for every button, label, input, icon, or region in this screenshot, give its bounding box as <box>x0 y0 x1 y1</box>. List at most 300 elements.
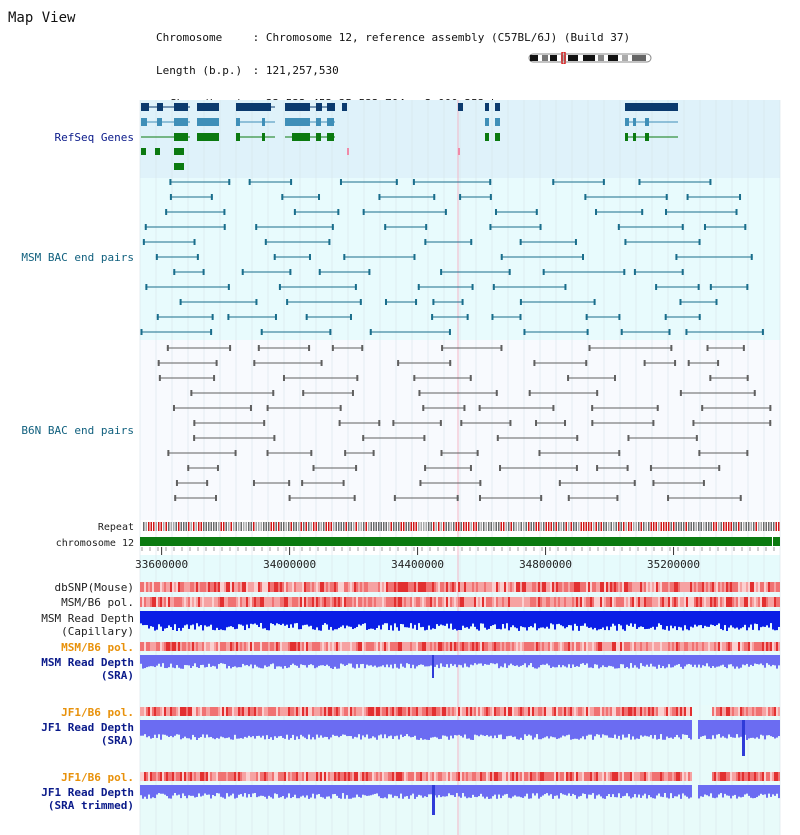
polymorphism-cell <box>520 707 522 716</box>
read-depth-bar <box>224 655 226 664</box>
read-depth-bar <box>354 611 356 628</box>
polymorphism-cell <box>524 582 526 592</box>
msm-read-depth-sra-label[interactable]: MSM Read Depth <box>41 656 134 669</box>
polymorphism-cell <box>554 707 556 716</box>
polymorphism-cell <box>590 642 592 651</box>
read-depth-bar <box>198 611 200 626</box>
polymorphism-cell <box>654 772 656 781</box>
bac-end <box>769 405 771 411</box>
polymorphism-cell <box>244 707 246 716</box>
polymorphism-cell <box>778 772 780 781</box>
polymorphism-cell <box>308 597 310 607</box>
bac-end <box>249 179 251 185</box>
read-depth-bar <box>498 785 500 795</box>
read-depth-bar <box>342 720 344 735</box>
polymorphism-cell <box>530 642 532 651</box>
read-depth-bar <box>658 785 660 794</box>
read-depth-bar <box>704 720 706 736</box>
read-depth-bar <box>508 655 510 665</box>
polymorphism-cell <box>290 772 292 781</box>
polymorphism-cell <box>508 772 510 781</box>
polymorphism-cell <box>424 772 426 781</box>
read-depth-bar <box>434 611 436 629</box>
polymorphism-cell <box>144 772 146 781</box>
read-depth-bar <box>556 785 558 795</box>
polymorphism-cell <box>302 707 304 716</box>
read-depth-bar <box>266 611 268 630</box>
read-depth-bar <box>674 785 676 796</box>
polymorphism-cell <box>570 707 572 716</box>
polymorphism-cell <box>456 707 458 716</box>
read-depth-bar <box>400 655 402 664</box>
polymorphism-cell <box>372 707 374 716</box>
repeat-mark <box>731 522 733 531</box>
repeat-mark <box>483 522 485 531</box>
polymorphism-cell <box>192 642 194 651</box>
polymorphism-cell <box>432 597 434 607</box>
read-depth-bar <box>394 655 396 664</box>
polymorphism-cell <box>632 597 634 607</box>
repeat-mark <box>173 522 175 531</box>
polymorphism-cell <box>438 597 440 607</box>
polymorphism-cell <box>564 707 566 716</box>
read-depth-bar <box>494 720 496 735</box>
read-depth-bar <box>240 785 242 794</box>
polymorphism-cell <box>520 642 522 651</box>
polymorphism-cell <box>240 707 242 716</box>
polymorphism-cell <box>660 597 662 607</box>
polymorphism-cell <box>576 642 578 651</box>
bac-end <box>255 224 257 230</box>
polymorphism-cell <box>494 582 496 592</box>
msm-b6-pol-sra-label[interactable]: MSM/B6 pol. <box>61 641 134 654</box>
polymorphism-cell <box>342 642 344 651</box>
repeat-mark <box>448 522 450 531</box>
read-depth-bar <box>686 720 688 735</box>
polymorphism-cell <box>566 597 568 607</box>
read-depth-bar <box>560 785 562 793</box>
polymorphism-cell <box>652 597 654 607</box>
repeat-mark <box>306 522 308 531</box>
read-depth-bar <box>442 655 444 667</box>
polymorphism-cell <box>452 707 454 716</box>
polymorphism-cell <box>154 597 156 607</box>
polymorphism-cell <box>570 597 572 607</box>
bac-end <box>652 480 654 486</box>
polymorphism-cell <box>540 707 542 716</box>
polymorphism-cell <box>210 582 212 592</box>
bac-end <box>328 239 330 245</box>
read-depth-bar <box>334 611 336 629</box>
read-depth-bar <box>252 655 254 668</box>
jf1-read-depth-trim-label[interactable]: JF1 Read Depth <box>41 786 134 799</box>
read-depth-bar <box>580 655 582 664</box>
read-depth-bar <box>288 785 290 793</box>
read-depth-bar <box>694 611 696 625</box>
polymorphism-cell <box>344 582 346 592</box>
polymorphism-cell <box>742 582 744 592</box>
repeat-mark <box>146 522 148 531</box>
repeat-mark <box>386 522 388 531</box>
polymorphism-cell <box>612 642 614 651</box>
bac-end <box>754 390 756 396</box>
polymorphism-cell <box>736 772 738 781</box>
polymorphism-cell <box>438 707 440 716</box>
read-depth-bar <box>478 611 480 631</box>
polymorphism-cell <box>194 642 196 651</box>
read-depth-bar <box>392 720 394 739</box>
read-depth-bar <box>140 720 142 736</box>
msm-read-depth-cap-label[interactable]: MSM Read Depth <box>41 612 134 625</box>
polymorphism-cell <box>198 582 200 592</box>
polymorphism-cell <box>436 597 438 607</box>
read-depth-bar <box>568 611 570 625</box>
read-depth-bar <box>720 785 722 793</box>
polymorphism-cell <box>328 707 330 716</box>
read-depth-bar <box>400 785 402 794</box>
read-depth-bar <box>390 785 392 795</box>
read-depth-bar <box>424 611 426 630</box>
bac-end <box>418 284 420 290</box>
repeat-mark <box>436 522 438 531</box>
polymorphism-cell <box>486 707 488 716</box>
bac-end <box>718 465 720 471</box>
read-depth-bar <box>764 611 766 627</box>
repeat-mark <box>558 522 560 531</box>
read-depth-bar <box>290 785 292 798</box>
bac-end <box>265 239 267 245</box>
polymorphism-cell <box>508 707 510 716</box>
read-depth-bar <box>424 785 426 796</box>
polymorphism-cell <box>334 597 336 607</box>
read-depth-bar <box>300 785 302 797</box>
msm-bac-label[interactable]: MSM BAC end pairs <box>21 251 134 264</box>
read-depth-bar <box>562 655 564 665</box>
polymorphism-cell <box>626 772 628 781</box>
polymorphism-cell <box>736 597 738 607</box>
polymorphism-cell <box>316 582 318 592</box>
read-depth-bar <box>270 611 272 623</box>
bac-end <box>176 480 178 486</box>
bac-end <box>267 450 269 456</box>
read-depth-bar <box>560 720 562 737</box>
polymorphism-cell <box>508 582 510 592</box>
read-depth-bar <box>630 785 632 798</box>
read-depth-bar <box>752 655 754 666</box>
bac-end <box>413 375 415 381</box>
read-depth-bar <box>664 785 666 793</box>
polymorphism-cell <box>318 772 320 781</box>
polymorphism-cell <box>742 772 744 781</box>
polymorphism-cell <box>446 597 448 607</box>
polymorphism-cell <box>398 707 400 716</box>
polymorphism-cell <box>250 707 252 716</box>
polymorphism-cell <box>412 707 414 716</box>
polymorphism-cell <box>624 772 626 781</box>
msm-b6-pol-label[interactable]: MSM/B6 pol. <box>61 596 134 609</box>
read-depth-bar <box>146 785 148 799</box>
repeat-mark <box>501 522 503 531</box>
read-depth-bar <box>376 611 378 628</box>
repeat-mark <box>593 522 595 531</box>
read-depth-bar <box>620 611 622 625</box>
read-depth-bar <box>502 720 504 739</box>
polymorphism-cell <box>612 597 614 607</box>
read-depth-bar <box>276 785 278 794</box>
read-depth-bar <box>298 785 300 798</box>
bac-end <box>641 209 643 215</box>
polymorphism-cell <box>488 642 490 651</box>
polymorphism-cell <box>316 772 318 781</box>
polymorphism-cell <box>538 597 540 607</box>
read-depth-bar <box>740 611 742 628</box>
polymorphism-cell <box>378 707 380 716</box>
polymorphism-cell <box>308 772 310 781</box>
repeat-mark <box>303 522 305 531</box>
repeat-mark <box>446 522 448 531</box>
polymorphism-cell <box>186 582 188 592</box>
polymorphism-cell <box>342 772 344 781</box>
polymorphism-cell <box>584 707 586 716</box>
repeat-mark <box>456 522 458 531</box>
read-depth-bar <box>742 611 744 627</box>
read-depth-bar <box>242 611 244 626</box>
polymorphism-cell <box>354 707 356 716</box>
read-depth-bar <box>600 720 602 738</box>
polymorphism-cell <box>766 772 768 781</box>
polymorphism-cell <box>180 707 182 716</box>
polymorphism-cell <box>762 582 764 592</box>
bac-end <box>440 450 442 456</box>
polymorphism-cell <box>610 707 612 716</box>
read-depth-bar <box>356 785 358 795</box>
polymorphism-cell <box>290 597 292 607</box>
polymorphism-cell <box>230 582 232 592</box>
read-depth-bar <box>220 720 222 737</box>
read-depth-bar <box>360 611 362 625</box>
chromosome-ideogram[interactable] <box>528 52 652 64</box>
polymorphism-cell <box>460 772 462 781</box>
read-depth-bar <box>546 655 548 664</box>
bac-end <box>159 375 161 381</box>
repeat-mark <box>703 522 705 531</box>
read-depth-bar <box>530 611 532 626</box>
read-depth-bar <box>568 720 570 735</box>
polymorphism-cell <box>222 642 224 651</box>
refseq-genes-label[interactable]: RefSeq Genes <box>54 131 134 144</box>
gene-marker <box>347 148 349 155</box>
polymorphism-cell <box>662 707 664 716</box>
repeat-mark <box>778 522 780 531</box>
bac-end <box>523 329 525 335</box>
polymorphism-cell <box>664 582 666 592</box>
polymorphism-cell <box>726 582 728 592</box>
bac-end <box>306 314 308 320</box>
bac-end <box>499 465 501 471</box>
info-sep: : <box>252 31 260 44</box>
polymorphism-cell <box>300 597 302 607</box>
polymorphism-cell <box>192 707 194 716</box>
jf1-b6-pol-trim-label[interactable]: JF1/B6 pol. <box>61 771 134 784</box>
polymorphism-cell <box>724 597 726 607</box>
polymorphism-cell <box>356 582 358 592</box>
read-depth-bar <box>278 720 280 736</box>
polymorphism-cell <box>522 597 524 607</box>
read-depth-bar <box>322 611 324 625</box>
bac-end <box>170 194 172 200</box>
read-depth-bar <box>732 655 734 666</box>
dbsnp-label[interactable]: dbSNP(Mouse) <box>54 581 134 594</box>
polymorphism-cell <box>344 772 346 781</box>
polymorphism-cell <box>316 707 318 716</box>
polymorphism-cell <box>220 582 222 592</box>
read-depth-bar <box>556 720 558 739</box>
jf1-b6-pol-label[interactable]: JF1/B6 pol. <box>61 706 134 719</box>
polymorphism-cell <box>164 597 166 607</box>
read-depth-bar <box>274 785 276 793</box>
read-depth-bar <box>328 720 330 739</box>
polymorphism-cell <box>220 707 222 716</box>
repeat-mark <box>678 522 680 531</box>
bac-end <box>698 284 700 290</box>
polymorphism-cell <box>722 707 724 716</box>
polymorphism-cell <box>766 597 768 607</box>
polymorphism-cell <box>216 642 218 651</box>
polymorphism-cell <box>308 582 310 592</box>
read-depth-bar <box>768 611 770 628</box>
polymorphism-cell <box>184 597 186 607</box>
polymorphism-cell <box>468 707 470 716</box>
polymorphism-cell <box>636 582 638 592</box>
read-depth-spike <box>742 720 745 756</box>
polymorphism-cell <box>304 597 306 607</box>
polymorphism-cell <box>676 707 678 716</box>
read-depth-bar <box>418 720 420 740</box>
read-depth-bar <box>552 785 554 799</box>
bac-end <box>704 224 706 230</box>
polymorphism-cell <box>630 642 632 651</box>
read-depth-bar <box>356 611 358 627</box>
polymorphism-cell <box>312 707 314 716</box>
repeat-mark <box>398 522 400 531</box>
polymorphism-cell <box>388 642 390 651</box>
polymorphism-cell <box>438 642 440 651</box>
polymorphism-cell <box>182 772 184 781</box>
polymorphism-cell <box>334 772 336 781</box>
gene-exon <box>174 118 188 126</box>
read-depth-bar <box>466 720 468 739</box>
bac-end <box>538 450 540 456</box>
read-depth-bar <box>772 655 774 665</box>
read-depth-bar <box>722 720 724 736</box>
polymorphism-cell <box>466 707 468 716</box>
read-depth-bar <box>310 655 312 664</box>
read-depth-bar <box>250 785 252 797</box>
repeat-mark <box>676 522 678 531</box>
polymorphism-cell <box>274 582 276 592</box>
read-depth-bar <box>202 720 204 734</box>
polymorphism-cell <box>324 642 326 651</box>
read-depth-bar <box>436 611 438 624</box>
polymorphism-cell <box>280 597 282 607</box>
polymorphism-cell <box>450 707 452 716</box>
read-depth-bar <box>602 611 604 627</box>
bac-end <box>575 239 577 245</box>
polymorphism-cell <box>688 772 690 781</box>
read-depth-bar <box>162 785 164 794</box>
polymorphism-cell <box>340 597 342 607</box>
read-depth-bar <box>666 655 668 667</box>
polymorphism-cell <box>472 707 474 716</box>
read-depth-bar <box>380 655 382 666</box>
read-depth-bar <box>776 611 778 630</box>
read-depth-bar <box>766 611 768 625</box>
polymorphism-cell <box>662 582 664 592</box>
repeat-mark <box>578 522 580 531</box>
read-depth-bar <box>240 720 242 738</box>
polymorphism-cell <box>636 597 638 607</box>
bac-end <box>187 465 189 471</box>
read-depth-bar <box>450 655 452 664</box>
bac-end <box>587 329 589 335</box>
polymorphism-cell <box>162 707 164 716</box>
polymorphism-cell <box>202 642 204 651</box>
read-depth-bar <box>566 785 568 796</box>
polymorphism-cell <box>246 707 248 716</box>
polymorphism-cell <box>286 582 288 592</box>
polymorphism-cell <box>552 707 554 716</box>
read-depth-bar <box>344 720 346 735</box>
bac-end <box>650 465 652 471</box>
bac-end <box>228 284 230 290</box>
read-depth-bar <box>590 720 592 735</box>
read-depth-bar <box>646 611 648 629</box>
polymorphism-cell <box>406 707 408 716</box>
read-depth-bar <box>542 611 544 627</box>
polymorphism-cell <box>618 597 620 607</box>
read-depth-bar <box>402 720 404 737</box>
read-depth-bar <box>538 611 540 628</box>
polymorphism-cell <box>778 582 780 592</box>
polymorphism-cell <box>172 707 174 716</box>
read-depth-bar <box>180 785 182 798</box>
polymorphism-cell <box>246 772 248 781</box>
read-depth-bar <box>380 611 382 629</box>
axis-tick-label: 34400000 <box>391 558 445 571</box>
read-depth-bar <box>740 785 742 797</box>
bac-end <box>229 345 231 351</box>
read-depth-bar <box>346 655 348 665</box>
read-depth-bar <box>662 720 664 740</box>
read-depth-bar <box>604 785 606 799</box>
read-depth-bar <box>364 611 366 623</box>
polymorphism-cell <box>232 597 234 607</box>
read-depth-bar <box>772 611 774 629</box>
polymorphism-cell <box>644 707 646 716</box>
b6n-bac-label[interactable]: B6N BAC end pairs <box>21 424 134 437</box>
read-depth-bar <box>314 785 316 799</box>
polymorphism-cell <box>580 707 582 716</box>
polymorphism-cell <box>294 642 296 651</box>
jf1-read-depth-sra-label[interactable]: JF1 Read Depth <box>41 721 134 734</box>
polymorphism-cell <box>208 707 210 716</box>
repeat-mark <box>493 522 495 531</box>
polymorphism-cell <box>288 707 290 716</box>
read-depth-bar <box>642 720 644 737</box>
polymorphism-cell <box>142 597 144 607</box>
polymorphism-cell <box>646 772 648 781</box>
read-depth-bar <box>476 611 478 629</box>
